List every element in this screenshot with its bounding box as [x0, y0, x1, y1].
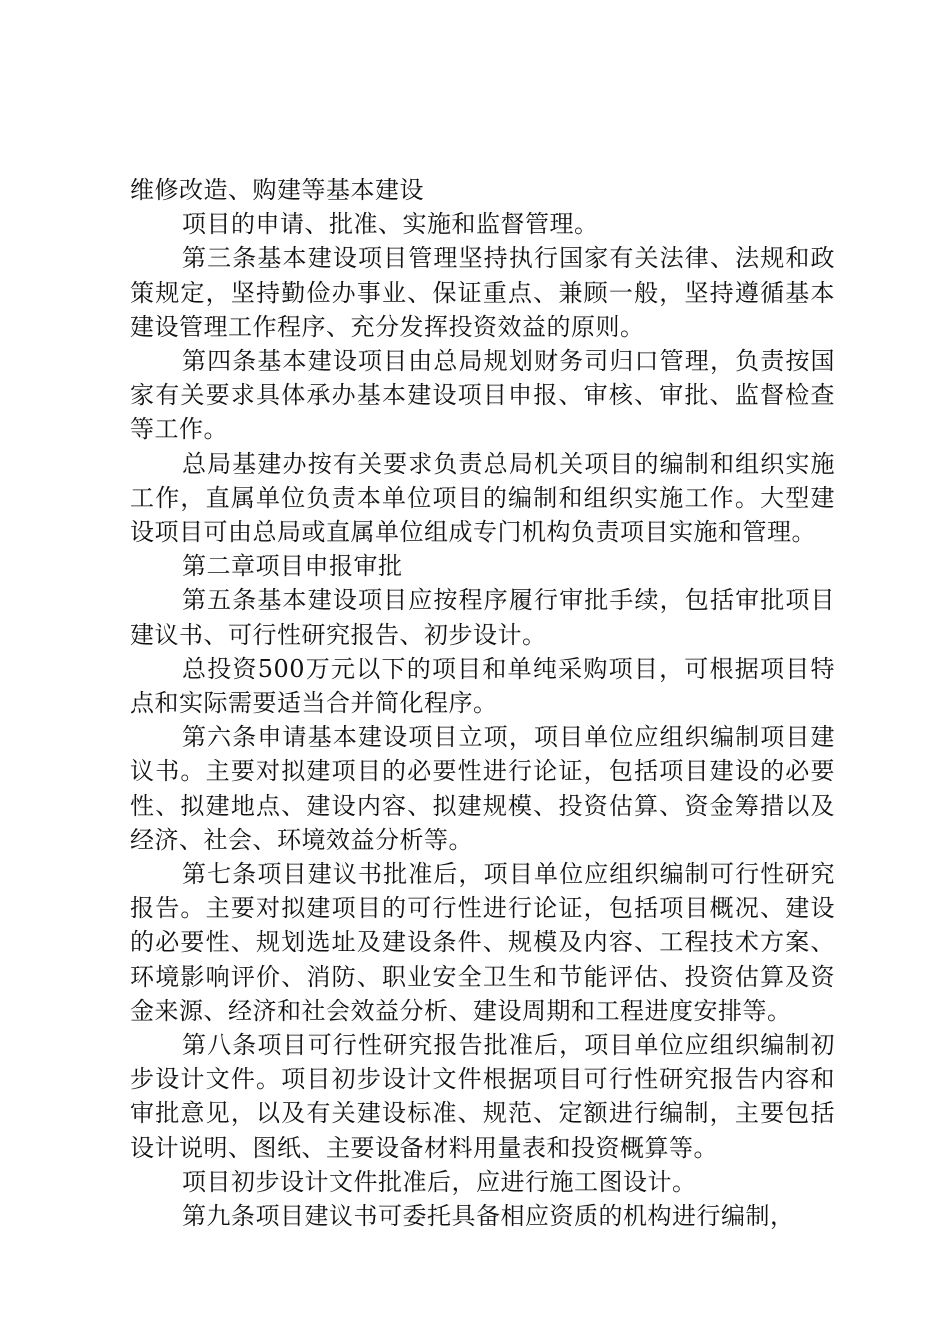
article-6-paragraph: 第六条申请基本建设项目立项，项目单位应组织编制项目建议书。主要对拟建项目的必要性进行论证，包括项目建设的必要性、拟建地点、建设内容、拟建规模、投资估算、资金筹措以及经济、社会、环境效益分析等。: [130, 723, 835, 854]
chapter-heading: 第二章项目申报审批: [182, 552, 403, 581]
article-3-paragraph: 第三条基本建设项目管理坚持执行国家有关法律、法规和政策规定，坚持勤俭办事业、保证重点、兼顾一般，坚持遵循基本建设管理工作程序、充分发挥投资效益的原则。: [130, 244, 835, 341]
paragraph: 项目初步设计文件批准后，应进行施工图设计。: [182, 1167, 697, 1196]
article-4-paragraph: 第四条基本建设项目由总局规划财务司归口管理，负责按国家有关要求具体承办基本建设项目申报、审核、审批、监督检查等工作。: [130, 347, 835, 444]
paragraph: 总局基建办按有关要求负责总局机关项目的编制和组织实施工作，直属单位负责本单位项目的编制和组织实施工作。大型建设项目可由总局或直属单位组成专门机构负责项目实施和管理。: [130, 449, 835, 547]
paragraph: 维修改造、购建等基本建设: [130, 176, 424, 204]
article-7-paragraph: 第七条项目建议书批准后，项目单位应组织编制可行性研究报告。主要对拟建项目的可行性进行论证，包括项目概况、建设的必要性、规划选址及建设条件、规模及内容、工程技术方案、环境影响评价、消防、职业安全卫生和节能评估、投资估算及资金来源、经济和社会效益分析、建设周期和工程进度安排等。: [130, 860, 835, 1025]
paragraph: 总投资500万元以下的项目和单纯采购项目，可根据项目特点和实际需要适当合并简化程序。: [130, 654, 835, 718]
article-8-paragraph: 第八条项目可行性研究报告批准后，项目单位应组织编制初步设计文件。项目初步设计文件根据项目可行性研究报告内容和审批意见，以及有关建设标准、规范、定额进行编制，主要包括设计说明、图纸、主要设备材料用量表和投资概算等。: [130, 1031, 835, 1162]
article-5-paragraph: 第五条基本建设项目应按程序履行审批手续，包括审批项目建议书、可行性研究报告、初步设计。: [130, 586, 835, 649]
document-body: [130, 173, 835, 1233]
article-9-paragraph: 第九条项目建议书可委托具备相应资质的机构进行编制，: [182, 1202, 795, 1231]
paragraph: 项目的申请、批准、实施和监督管理。: [182, 210, 599, 239]
